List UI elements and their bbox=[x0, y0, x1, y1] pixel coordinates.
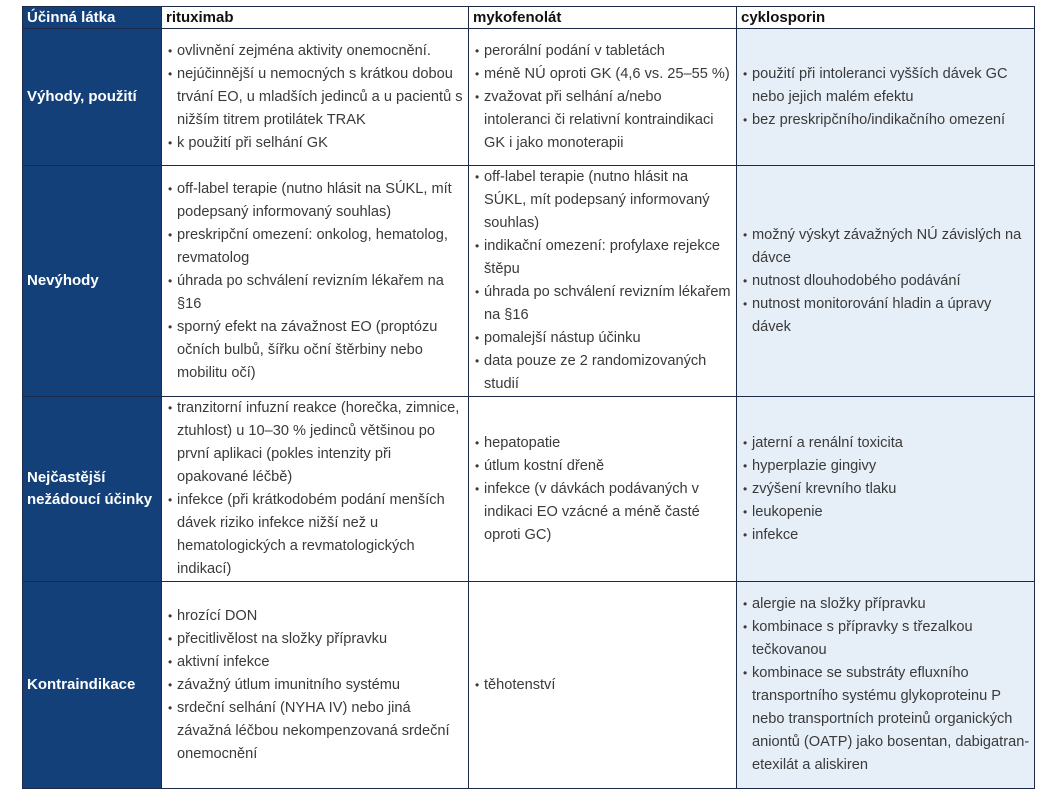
list-item: • zvýšení krevního tlaku bbox=[741, 478, 1030, 501]
list-item: • použití při intoleranci vyšších dávek GC nebo jejich malém efektu bbox=[741, 63, 1030, 109]
list-item: • preskripční omezení: onkolog, hematolog, revmatolog bbox=[166, 224, 464, 270]
list-item: • hrozící DON bbox=[166, 605, 464, 628]
list-item: • pomalejší nástup účinku bbox=[473, 327, 732, 350]
table-row bbox=[23, 29, 1035, 166]
list-item: • infekce (při krátkodobém podání menších dávek riziko infekce nižší než u hematologických a revmatologických indikací) bbox=[166, 489, 464, 581]
cell-mykofenolat bbox=[469, 166, 737, 397]
list-item: • nejúčinnější u nemocných s krátkou dobou trvání EO, u mladších jedinců a u pacientů s nižším titrem protilátek TRAK bbox=[166, 63, 464, 132]
header-active-substance: Účinná látka bbox=[23, 7, 162, 29]
cell-cyklosporin bbox=[737, 582, 1035, 789]
list-item: • nutnost dlouhodobého podávání bbox=[741, 270, 1030, 293]
list-item: • sporný efekt na závažnost EO (proptózu očních bulbů, šířku oční štěrbiny nebo mobilitu očí) bbox=[166, 316, 464, 385]
cell-mykofenolat bbox=[469, 582, 737, 789]
list-item: • úhrada po schválení revizním lékařem na §16 bbox=[473, 281, 732, 327]
cell-rituximab bbox=[162, 166, 469, 397]
list-item: • bez preskripčního/indikačního omezení bbox=[741, 109, 1030, 132]
list-item: • ovlivnění zejména aktivity onemocnění. bbox=[166, 40, 464, 63]
row-label: Nevýhody bbox=[23, 166, 162, 397]
list-item: • off-label terapie (nutno hlásit na SÚKL, mít podepsaný informovaný souhlas) bbox=[166, 178, 464, 224]
list-item: • tranzitorní infuzní reakce (horečka, zimnice, ztuhlost) u 10–30 % jedinců většinou po první aplikaci (pokles intenzity při opakované léčbě) bbox=[166, 397, 464, 489]
list-item: • úhrada po schválení revizním lékařem na §16 bbox=[166, 270, 464, 316]
list-item: • méně NÚ oproti GK (4,6 vs. 25–55 %) bbox=[473, 63, 732, 86]
cell-rituximab bbox=[162, 29, 469, 166]
list-item: • aktivní infekce bbox=[166, 651, 464, 674]
list-item: • jaterní a renální toxicita bbox=[741, 432, 1030, 455]
cell-cyklosporin bbox=[737, 29, 1035, 166]
cell-mykofenolat bbox=[469, 397, 737, 582]
table-row bbox=[23, 582, 1035, 789]
list-item: • infekce bbox=[741, 524, 1030, 547]
header-row bbox=[23, 7, 1035, 29]
list-item: • infekce (v dávkách podávaných v indikaci EO vzácné a méně časté oproti GC) bbox=[473, 478, 732, 547]
list-item: • hyperplazie gingivy bbox=[741, 455, 1030, 478]
cell-cyklosporin bbox=[737, 166, 1035, 397]
list-item: • kombinace se substráty efluxního transportního systému glykoproteinu P nebo transportních proteinů organických aniontů (OATP) jako bosentan, dabigatran-etexilát a aliskiren bbox=[741, 662, 1030, 777]
list-item: • závažný útlum imunitního systému bbox=[166, 674, 464, 697]
list-item: • k použití při selhání GK bbox=[166, 132, 464, 155]
header-cyklosporin: cyklosporin bbox=[737, 7, 1035, 29]
comparison-table-wrapper bbox=[22, 6, 1034, 789]
header-mykofenolat: mykofenolát bbox=[469, 7, 737, 29]
header-rituximab: rituximab bbox=[162, 7, 469, 29]
list-item: • indikační omezení: profylaxe rejekce štěpu bbox=[473, 235, 732, 281]
list-item: • hepatopatie bbox=[473, 432, 732, 455]
list-item: • těhotenství bbox=[473, 674, 732, 697]
cell-cyklosporin bbox=[737, 397, 1035, 582]
list-item: • nutnost monitorování hladin a úpravy dávek bbox=[741, 293, 1030, 339]
list-item: • data pouze ze 2 randomizovaných studií bbox=[473, 350, 732, 396]
row-label: Kontraindikace bbox=[23, 582, 162, 789]
list-item: • off-label terapie (nutno hlásit na SÚKL, mít podepsaný informovaný souhlas) bbox=[473, 166, 732, 235]
list-item: • perorální podání v tabletách bbox=[473, 40, 732, 63]
list-item: • možný výskyt závažných NÚ závislých na dávce bbox=[741, 224, 1030, 270]
cell-rituximab bbox=[162, 582, 469, 789]
table-row bbox=[23, 166, 1035, 397]
list-item: • leukopenie bbox=[741, 501, 1030, 524]
list-item: • útlum kostní dřeně bbox=[473, 455, 732, 478]
table-row bbox=[23, 397, 1035, 582]
list-item: • přecitlivělost na složky přípravku bbox=[166, 628, 464, 651]
list-item: • alergie na složky přípravku bbox=[741, 593, 1030, 616]
drug-comparison-table bbox=[22, 6, 1035, 789]
row-label: Výhody, použití bbox=[23, 29, 162, 166]
cell-rituximab bbox=[162, 397, 469, 582]
list-item: • kombinace s přípravky s třezalkou tečkovanou bbox=[741, 616, 1030, 662]
row-label: Nejčastější nežádoucí účinky bbox=[23, 397, 162, 582]
list-item: • zvažovat při selhání a/nebo intoleranci či relativní kontraindikaci GK i jako monoterapii bbox=[473, 86, 732, 155]
cell-mykofenolat bbox=[469, 29, 737, 166]
list-item: • srdeční selhání (NYHA IV) nebo jiná závažná léčbou nekompenzovaná srdeční onemocnění bbox=[166, 697, 464, 766]
